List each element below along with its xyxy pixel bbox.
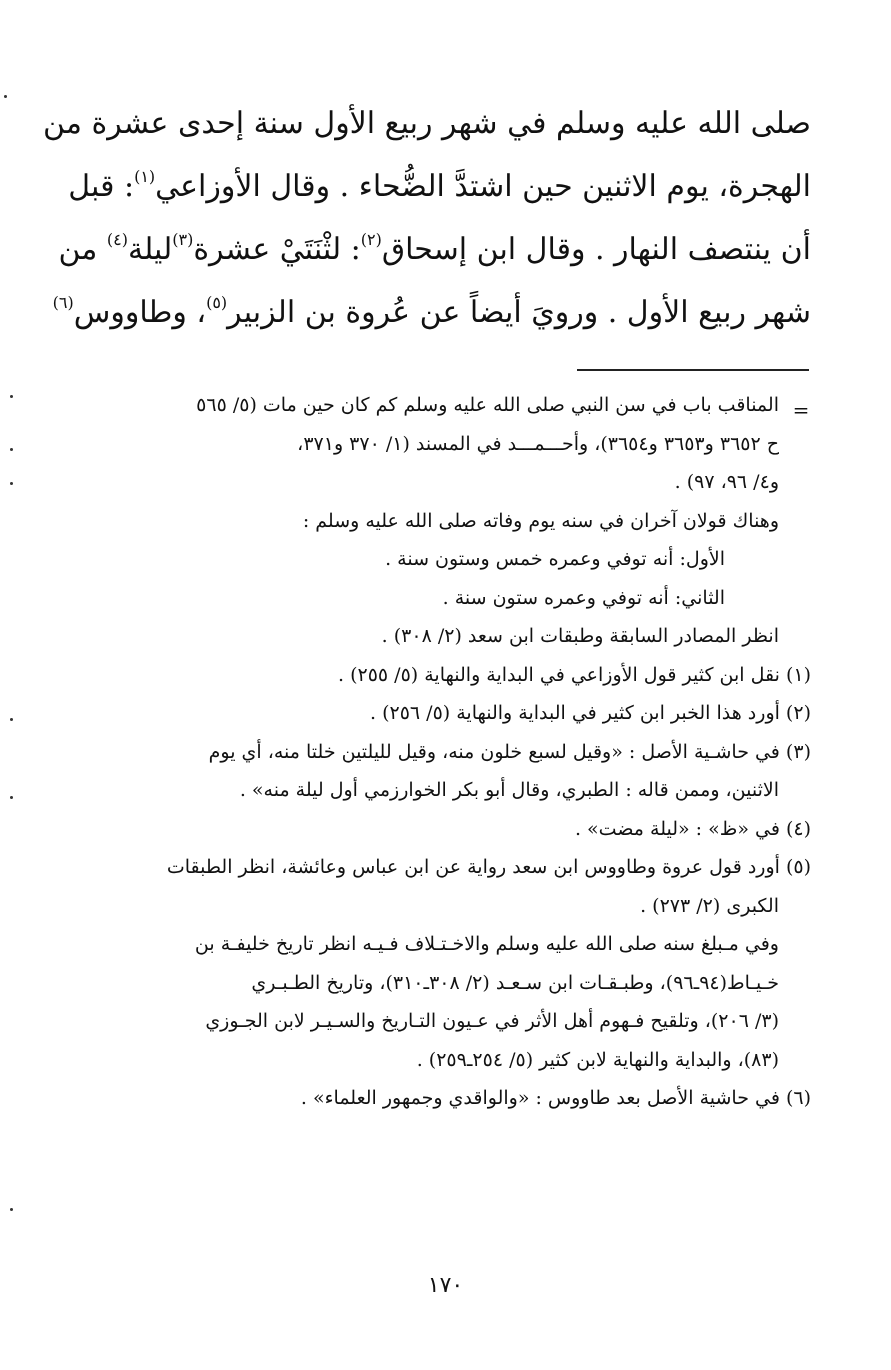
main-line-3 <box>58 218 811 281</box>
scan-speck <box>10 1208 13 1211</box>
scan-speck <box>10 796 13 799</box>
scan-speck <box>10 718 13 721</box>
footnote-continuation-line: انظر المصادر السابقة وطبقات ابن سعد (٢/ ٣٠٨) . <box>381 625 779 647</box>
text-run: الهجرة، يوم الاثنين حين اشتدَّ الضُّحاء . وقال الأوزاعي <box>155 169 811 204</box>
footnote-ref-1: (١) <box>134 167 156 186</box>
text-run: ليلة <box>128 232 173 267</box>
scan-speck <box>10 448 13 451</box>
main-line-4 <box>52 281 811 344</box>
footnote-ref-5: (٥) <box>206 293 228 312</box>
footnote-5-cont: (٨٣)، والبداية والنهاية لابن كثير (٥/ ٢٥٤ـ٢٥٩) . <box>416 1048 779 1071</box>
footnote-continuation-line: الأول: أنه توفي وعمره خمس وستون سنة . <box>385 548 725 570</box>
footnote-continuation-line: و٤/ ٩٦، ٩٧) . <box>674 471 779 493</box>
text-run: : قبل <box>68 169 135 204</box>
footnote-5-cont: وفي مـبلغ سنه صلى الله عليه وسلم والاخـتـلاف فـيـه انظر تاريخ خليفـة بن <box>194 933 779 955</box>
scan-speck <box>10 395 13 398</box>
footnote-5-cont: خـيـاط(٩٤ـ٩٦)، وطبـقـات ابن سـعـد (٢/ ٣٠٨ـ٣١٠)، وتاريخ الطـبـري <box>251 971 779 994</box>
text-run: شهر ربيع الأول . ورويَ أيضاً عن عُروة بن الزبير <box>227 295 811 330</box>
footnote-continuation-line: المناقب باب في سن النبي صلى الله عليه وسلم كم كان حين مات (٥/ ٥٦٥ <box>196 394 779 416</box>
footnote-ref-2: (٢) <box>360 230 382 249</box>
scan-speck <box>4 95 7 98</box>
main-text <box>43 92 811 344</box>
footnote-ref-4: (٤) <box>106 230 128 249</box>
footnote-continuation-line: الثاني: أنه توفي وعمره ستون سنة . <box>442 586 725 609</box>
footnote-5-cont: (٣/ ٢٠٦)، وتلقيح فـهوم أهل الأثر في عـيون التـاريخ والسـيـر لابن الجـوزي <box>205 1010 779 1032</box>
page-number: ١٧٠ <box>427 1273 464 1298</box>
text-run: : لثْنَتَيْ عشرة <box>193 232 361 267</box>
text-run: ، وطاووس <box>73 295 207 330</box>
scan-speck <box>10 482 13 485</box>
footnote-5: (٥) أورد قول عروة وطاووس ابن سعد رواية عن ابن عباس وعائشة، انظر الطبقات <box>166 856 811 878</box>
text-run: من <box>58 232 107 267</box>
footnote-continuation-line: ح ٣٦٥٢ و٣٦٥٣ و٣٦٥٤)، وأحـــمـــد في المسند (١/ ٣٧٠ و٣٧١، <box>297 432 779 455</box>
footnote-2: (٢) أورد هذا الخبر ابن كثير في البداية والنهاية (٥/ ٢٥٦) . <box>369 702 811 724</box>
continuation-marker: = <box>792 398 810 422</box>
footnote-ref-3: (٣) <box>172 230 194 249</box>
footnotes <box>108 386 811 1118</box>
footnote-continuation-line: وهناك قولان آخران في سنه يوم وفاته صلى الله عليه وسلم : <box>302 509 779 532</box>
footnote-3-cont: الاثنين، وممن قاله : الطبري، وقال أبو بكر الخوارزمي أول ليلة منه» . <box>239 779 779 801</box>
footnote-4: (٤) في «ظ» : «ليلة مضت» . <box>574 817 811 840</box>
footnote-1: (١) نقل ابن كثير قول الأوزاعي في البداية والنهاية (٥/ ٢٥٥) . <box>338 663 811 686</box>
footnote-ref-6: (٦) <box>52 293 74 312</box>
main-line-2 <box>68 155 811 218</box>
footnote-5-cont: الكبرى (٢/ ٢٧٣) . <box>640 894 779 917</box>
footnote-3: (٣) في حاشـية الأصل : «وقيل لسبع خلون منه، وقيل لليلتين خلتا منه، أي يوم <box>208 740 811 763</box>
main-line-1: صلى الله عليه وسلم في شهر ربيع الأول سنة إحدى عشرة من <box>43 106 811 141</box>
text-run: أن ينتصف النهار . وقال ابن إسحاق <box>381 232 811 267</box>
footnote-6: (٦) في حاشية الأصل بعد طاووس : «والواقدي وجمهور العلماء» . <box>300 1087 811 1109</box>
footnote-separator <box>577 369 809 371</box>
